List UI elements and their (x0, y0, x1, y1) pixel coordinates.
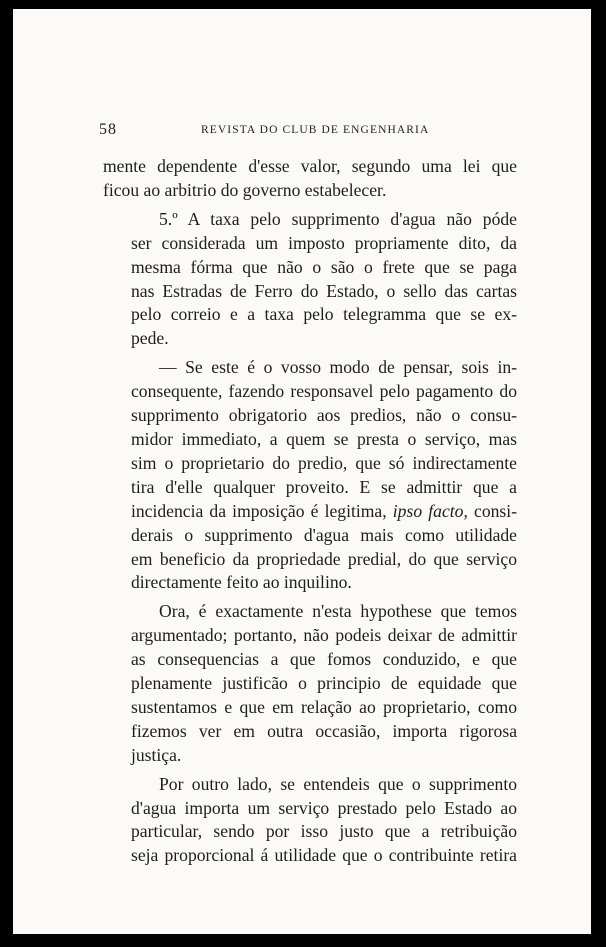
running-head: REVISTA DO CLUB DE ENGENHARIA (201, 124, 430, 136)
text-line: tira d'elle qualquer proveito. E se admittir que a (131, 476, 517, 497)
text-line: Por outro lado, se entendeis que o supprimento (159, 773, 517, 794)
text-line: — Se este é o vosso modo de pensar, sois in- (159, 357, 517, 378)
text-line: fizemos ver em outra occasião, importa rigorosa (131, 720, 517, 741)
text-line: supprimento obrigatorio aos predios, não o consu- (131, 405, 517, 426)
paragraph-4 (103, 600, 517, 767)
text-line: Ora, é exactamente n'esta hypothese que temos (159, 601, 517, 622)
text-line: argumentado; portanto, não podeis deixar de admittir (131, 625, 517, 646)
paragraph-1 (103, 155, 517, 203)
text-line: as consequencias a que fomos conduzido, e que (131, 649, 517, 670)
text-line: d'agua importa um serviço prestado pelo Estado ao (131, 797, 517, 818)
text-line: em beneficio da propriedade predial, do que serviço (131, 548, 517, 569)
text-line: ficou ao arbitrio do governo estabelecer. (103, 179, 387, 200)
text-line: mente dependente d'esse valor, segundo uma lei que (103, 156, 517, 176)
text-line: 5.º A taxa pelo supprimento d'agua não póde (159, 208, 517, 229)
text-line: seja proporcional á utilidade que o contribuinte retira (131, 845, 517, 866)
page-number: 58 (99, 121, 117, 138)
text-line: justiça. (131, 744, 182, 765)
paragraph-3 (103, 356, 517, 595)
text-line: mesma fórma que não o são o frete que se paga (131, 256, 517, 277)
line-start: incidencia da imposição é legitima, (131, 500, 387, 521)
text-line: directamente feito ao inquilino. (131, 572, 352, 593)
text-line: derais o supprimento d'agua mais como utilidade (131, 524, 517, 545)
text-line: consequente, fazendo responsavel pelo pagamento do (131, 381, 517, 402)
page-header (99, 121, 519, 143)
text-line: nas Estradas de Ferro do Estado, o sello das cartas (131, 280, 517, 301)
paragraph-2 (103, 208, 517, 351)
paragraph-5 (103, 773, 517, 869)
text-line: pelo correio e a taxa pelo telegramma que se ex- (131, 304, 517, 325)
text-line: sustentamos e que em relação ao proprietario, como (131, 696, 517, 717)
text-line: sim o proprietario do predio, que só indirectamente (131, 452, 517, 473)
text-line: particular, sendo por isso justo que a retribuição (131, 821, 517, 842)
book-page (13, 9, 591, 934)
text-line: ser considerada um imposto propriamente dito, da (131, 232, 517, 253)
italic-phrase: ipso facto, (392, 500, 468, 521)
text-line: midor immediato, a quem se presta o serviço, mas (131, 428, 517, 449)
text-line: plenamente justificão o principio de equidade que (131, 673, 517, 694)
body-text (103, 155, 517, 868)
text-line-with-italic (103, 500, 517, 524)
line-end: consi- (474, 500, 518, 521)
text-line: pede. (131, 328, 169, 349)
